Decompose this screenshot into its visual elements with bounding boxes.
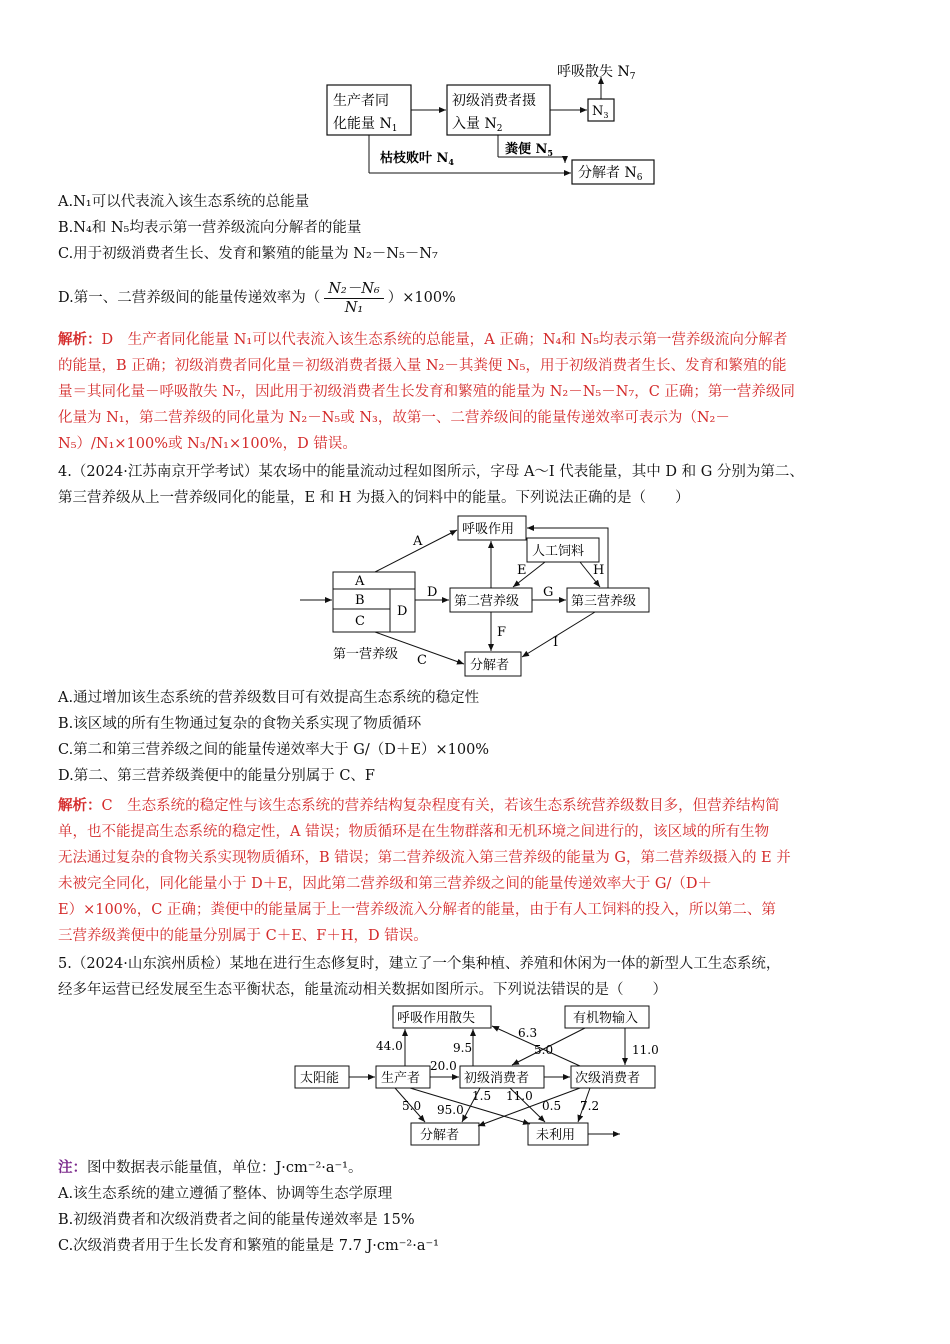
n3-label: $N_3$ xyxy=(592,104,609,120)
energy-flow-diagram-2 xyxy=(295,512,665,682)
respiration-box: 呼吸作用 xyxy=(462,522,515,537)
q4-option-b: B.该区域的所有生物通过复杂的食物关系实现了物质循环 xyxy=(58,716,422,732)
third-level-box: 第三营养级 xyxy=(571,594,637,609)
organic-input-box: 有机物输入 xyxy=(573,1011,639,1026)
q5-option-a: A.该生态系统的建立遵循了整体、协调等生态学原理 xyxy=(58,1186,393,1202)
litter-label: 枯枝败叶 $N_4$ xyxy=(380,151,454,167)
q5-note: 注：图中数据表示能量值，单位：J·cm⁻²·a⁻¹。 xyxy=(58,1159,363,1176)
q4-option-d: D.第二、第三营养级粪便中的能量分别属于 C、F xyxy=(58,768,375,784)
respiration-box: 呼吸作用散失 xyxy=(397,1011,476,1026)
arrow-a-label: A xyxy=(413,534,423,549)
q4-stem-line-1: 4.（2024·江苏南京开学考试）某农场中的能量流动过程如图所示，字母 A～I 代表能量，其中 D 和 G 分别为第二、 xyxy=(58,464,804,480)
value-7-2: 7.2 xyxy=(580,1099,600,1113)
arrow-c-label: C xyxy=(417,653,427,668)
consumer-label-2: 入量 $N_2$ xyxy=(452,116,503,134)
second-level-box: 第二营养级 xyxy=(454,594,520,609)
q3-option-c: C.用于初级消费者生长、发育和繁殖的能量为 N₂－N₅－N₇ xyxy=(58,246,438,262)
arrow-i-label: I xyxy=(553,635,559,650)
q4-option-a: A.通过增加该生态系统的营养级数目可有效提高生态系统的稳定性 xyxy=(58,690,480,706)
value-5-0-b: 5.0 xyxy=(402,1099,422,1113)
value-11-0-b: 11.0 xyxy=(506,1089,533,1103)
q5-stem-line-1: 5.（2024·山东滨州质检）某地在进行生态修复时，建立了一个集种植、养殖和休闲为一体的新型人工生态系统， xyxy=(58,956,781,972)
label-d-box: D xyxy=(397,604,408,619)
label-b-box: B xyxy=(355,593,365,608)
arrow-g-label: G xyxy=(543,585,554,600)
q4-analysis-line-5: E）×100%，C 正确；粪便中的能量属于上一营养级流入分解者的能量，由于有人工饲料的投入，所以第二、第 xyxy=(58,902,776,918)
decomposer-box: 分解者 xyxy=(470,658,510,673)
sunlight-box: 太阳能 xyxy=(300,1071,340,1086)
q5-option-c: C.次级消费者用于生长发育和繁殖的能量是 7.7 J·cm⁻²·a⁻¹ xyxy=(58,1238,439,1254)
arrow-e-label: E xyxy=(517,563,527,578)
q5-option-b: B.初级消费者和次级消费者之间的能量传递效率是 15% xyxy=(58,1212,415,1228)
producer-box: 生产者 xyxy=(381,1071,421,1086)
feed-box: 人工饲料 xyxy=(532,544,585,559)
value-0-5: 0.5 xyxy=(542,1099,562,1113)
unused-box: 未利用 xyxy=(536,1128,576,1143)
q3-option-b: B.N₄和 N₅均表示第一营养级流向分解者的能量 xyxy=(58,220,362,236)
q4-analysis-line-4: 未被完全同化，同化能量小于 D＋E，因此第二营养级和第三营养级之间的能量传递效率大于 G/（D＋ xyxy=(58,876,713,892)
q4-option-c: C.第二和第三营养级之间的能量传递效率大于 G/（D＋E）×100% xyxy=(58,742,490,758)
q5-stem-line-2: 经多年运营已经发展至生态平衡状态，能量流动相关数据如图所示。下列说法错误的是（ ） xyxy=(58,982,667,998)
efficiency-fraction: $\frac{\text{N₂－N₆}}{\text{N₁}}$ xyxy=(324,280,384,317)
decomposer-box: 分解者 xyxy=(420,1128,460,1143)
arrow-f-label: F xyxy=(497,625,507,640)
q3-analysis-line-4: 化量为 N₁，第二营养级的同化量为 N₂－N₅或 N₃，故第一、二营养级间的能量传递效率可表示为（N₂－ xyxy=(58,410,730,426)
arrow-d-label: D xyxy=(427,585,438,600)
value-9-5: 9.5 xyxy=(453,1041,473,1055)
value-1-5: 1.5 xyxy=(472,1089,492,1103)
value-95-0: 95.0 xyxy=(437,1103,464,1117)
q3-option-d: D.第一、二营养级间的能量传递效率为（ $\frac{\text{N₂－N₆}}{\text{N₁}}$ ）×100% xyxy=(58,280,456,316)
q4-analysis-line-3: 无法通过复杂的食物关系实现物质循环，B 错误；第二营养级流入第三营养级的能量为 G，第二营养级摄入的 E 并 xyxy=(58,850,791,866)
value-20-0: 20.0 xyxy=(430,1059,457,1073)
primary-consumer-box: 初级消费者 xyxy=(464,1071,530,1086)
q3-option-a: A.N₁可以代表流入该生态系统的总能量 xyxy=(58,194,310,210)
value-5-0-a: 5.0 xyxy=(534,1043,554,1057)
feces-label: 粪便 $N_5$ xyxy=(505,142,553,158)
q3-analysis-line-2: 的能量，B 正确；初级消费者同化量＝初级消费者摄入量 N₂－其粪便 N₅，用于初级消费者生长、发育和繁殖的能 xyxy=(58,358,787,374)
q4-analysis-line-6: 三营养级粪便中的能量分别属于 C＋E、F＋H，D 错误。 xyxy=(58,928,428,944)
decomposer-label: 分解者 $N_6$ xyxy=(578,165,643,183)
q4-analysis-line-2: 单，也不能提高生态系统的稳定性，A 错误；物质循环是在生物群落和无机环境之间进行的，该区域的所有生物 xyxy=(58,824,770,840)
q3-analysis-line-1: 解析：D 生产者同化能量 N₁可以代表流入该生态系统的总能量，A 正确；N₄和 N₅均表示第一营养级流向分解者 xyxy=(58,331,788,348)
value-11-0-a: 11.0 xyxy=(632,1043,659,1057)
respiration-loss-label: 呼吸散失 $N_7$ xyxy=(557,64,636,82)
energy-flow-diagram-3 xyxy=(290,1002,670,1152)
first-level-label: 第一营养级 xyxy=(333,647,399,662)
label-c-box: C xyxy=(355,614,365,629)
consumer-label-1: 初级消费者摄 xyxy=(452,93,536,109)
label-a-box: A xyxy=(355,574,365,589)
value-44: 44.0 xyxy=(376,1039,403,1053)
arrow-h-label: H xyxy=(593,563,605,578)
producer-label-1: 生产者同 xyxy=(333,93,389,109)
energy-flow-diagram-1 xyxy=(300,55,680,190)
q4-analysis-line-1: 解析：C 生态系统的稳定性与该生态系统的营养结构复杂程度有关，若该生态系统营养级数目多，但营养结构简 xyxy=(58,797,780,814)
value-6-3: 6.3 xyxy=(518,1026,538,1040)
producer-label-2: 化能量 $N_1$ xyxy=(333,116,398,134)
q3-analysis-line-3: 量＝其同化量－呼吸散失 N₇，因此用于初级消费者生长发育和繁殖的能量为 N₂－N₅－N₇，C 正确；第一营养级同 xyxy=(58,384,795,400)
secondary-consumer-box: 次级消费者 xyxy=(575,1071,641,1086)
q3-analysis-line-5: N₅）/N₁×100%或 N₃/N₁×100%，D 错误。 xyxy=(58,436,357,452)
q4-stem-line-2: 第三营养级从上一营养级同化的能量，E 和 H 为摄入的饲料中的能量。下列说法正确的是（ ） xyxy=(58,490,690,506)
